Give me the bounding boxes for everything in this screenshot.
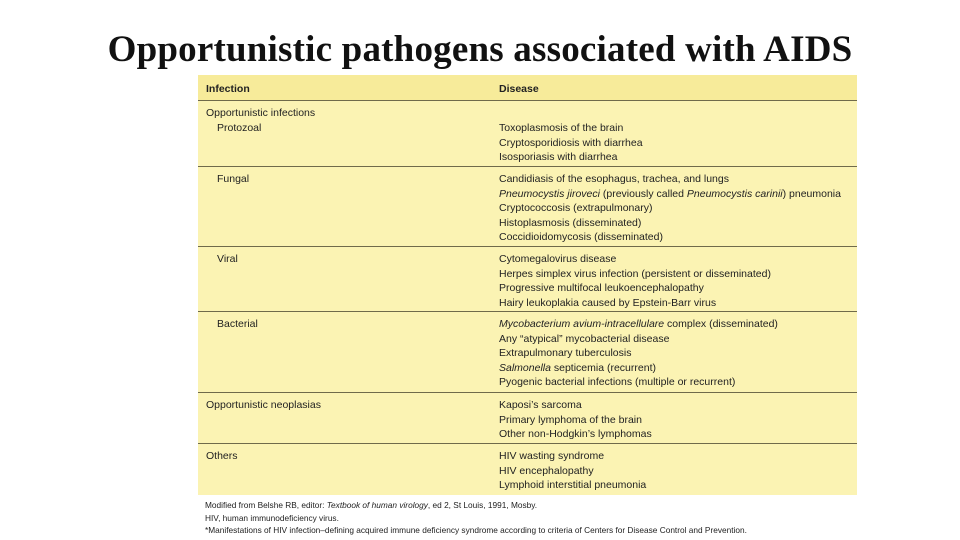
page-title: Opportunistic pathogens associated with AIDS bbox=[107, 29, 853, 70]
disease-item-italic: Salmonella bbox=[499, 361, 551, 374]
header-infection: Infection bbox=[206, 83, 250, 95]
disease-item-text: complex (disseminated) bbox=[664, 318, 778, 330]
group-others bbox=[198, 444, 857, 495]
disease-item-text: septicemia (recurrent) bbox=[550, 361, 656, 374]
disease-item: Herpes simplex virus infection (persistent or disseminated) bbox=[499, 267, 771, 280]
disease-item-italic: Mycobacterium avium-intracellulare bbox=[499, 318, 665, 330]
footnote-book-title: Textbook of human virology bbox=[326, 500, 428, 510]
disease-item: HIV wasting syndrome bbox=[499, 450, 605, 462]
footnote-abbreviation: HIV, human immunodeficiency virus. bbox=[205, 512, 339, 523]
pathogen-table bbox=[198, 75, 857, 495]
disease-item: Other non-Hodgkin’s lymphomas bbox=[499, 428, 652, 440]
group-protozoal bbox=[198, 101, 857, 167]
disease-item: Pyogenic bacterial infections (multiple or recurrent) bbox=[499, 376, 736, 388]
disease-item: Cryptosporidiosis with diarrhea bbox=[499, 136, 643, 149]
category-fungal: Fungal bbox=[217, 173, 250, 185]
disease-list-bacterial bbox=[499, 317, 778, 390]
disease-item: Isosporiasis with diarrhea bbox=[499, 151, 618, 163]
footnote-note: *Manifestations of HIV infection–defining acquired immune deficiency syndrome according to criteria of Centers for Disease Control and Prevention. bbox=[205, 525, 747, 535]
group-neoplasias bbox=[198, 393, 857, 444]
category-opportunistic-neoplasias: Opportunistic neoplasias bbox=[206, 399, 321, 411]
disease-item-italic: Pneumocystis jiroveci bbox=[499, 187, 600, 200]
disease-item: Any “atypical” mycobacterial disease bbox=[499, 332, 670, 345]
disease-list-neoplasias bbox=[499, 398, 652, 442]
group-fungal bbox=[198, 167, 857, 247]
disease-item: Toxoplasmosis of the brain bbox=[499, 122, 624, 134]
category-viral: Viral bbox=[217, 253, 238, 265]
header-disease: Disease bbox=[499, 83, 539, 95]
disease-item: Kaposi’s sarcoma bbox=[499, 399, 582, 411]
footnote-text: , ed 2, St Louis, 1991, Mosby. bbox=[427, 500, 538, 510]
disease-item: Progressive multifocal leukoencephalopathy bbox=[499, 282, 704, 294]
disease-item: Hairy leukoplakia caused by Epstein-Barr virus bbox=[499, 296, 717, 309]
disease-list-others bbox=[499, 449, 646, 493]
disease-item: Extrapulmonary tuberculosis bbox=[499, 347, 632, 359]
category-others: Others bbox=[206, 450, 238, 462]
disease-item: Histoplasmosis (disseminated) bbox=[499, 216, 642, 229]
disease-item bbox=[499, 187, 841, 202]
category-protozoal: Protozoal bbox=[217, 121, 262, 134]
disease-list-protozoal bbox=[499, 121, 643, 165]
disease-item: HIV encephalopathy bbox=[499, 464, 594, 477]
footnote-text: Modified from Belshe RB, editor: bbox=[205, 500, 327, 510]
table-footnotes bbox=[205, 499, 747, 537]
disease-item: Primary lymphoma of the brain bbox=[499, 413, 642, 426]
category-bacterial: Bacterial bbox=[217, 318, 258, 330]
disease-item bbox=[499, 317, 778, 332]
disease-item: Candidiasis of the esophagus, trachea, and lungs bbox=[499, 173, 729, 185]
disease-item-text: (previously called bbox=[599, 187, 687, 200]
disease-item: Lymphoid interstitial pneumonia bbox=[499, 479, 647, 491]
disease-item bbox=[499, 361, 778, 376]
disease-item-text: ) pneumonia bbox=[782, 187, 841, 200]
group-bacterial bbox=[198, 312, 857, 393]
disease-item-italic: Pneumocystis carinii bbox=[686, 187, 783, 200]
disease-list-fungal bbox=[499, 172, 841, 245]
disease-item: Coccidioidomycosis (disseminated) bbox=[499, 231, 663, 243]
disease-item: Cytomegalovirus disease bbox=[499, 253, 617, 265]
group-viral bbox=[198, 247, 857, 312]
table-header-row bbox=[198, 75, 857, 101]
disease-list-viral bbox=[499, 252, 771, 310]
footnote-source bbox=[205, 499, 747, 512]
category-opportunistic-infections: Opportunistic infections bbox=[206, 107, 316, 119]
disease-item: Cryptococcosis (extrapulmonary) bbox=[499, 202, 653, 214]
